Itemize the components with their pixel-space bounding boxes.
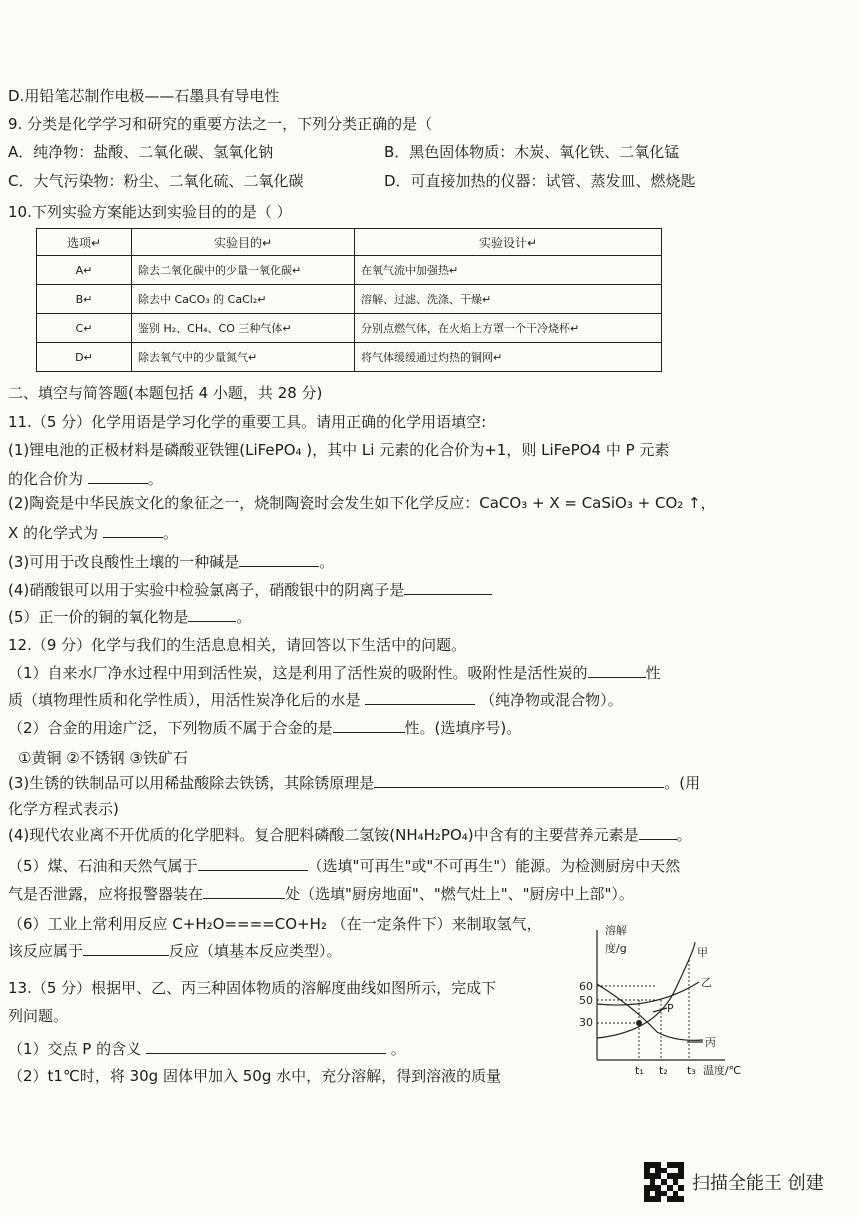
- q12-part4: (4)现代农业离不开优质的化学肥料。复合肥料磷酸二氢铵(NH₄H₂PO₄)中含有的主要营养元素是 。: [8, 826, 692, 844]
- x-tick-label: t₂: [659, 1064, 668, 1077]
- answer-blank[interactable]: [239, 552, 319, 567]
- answer-blank[interactable]: [188, 607, 236, 622]
- experiment-table: [36, 228, 662, 372]
- watermark-text: 扫描全能王 创建: [692, 1173, 824, 1194]
- q12-part5-line2: 气是否泄露，应将报警器装在 处（选填"厨房地面"、"燃气灶上"、"厨房中上部"）。: [8, 885, 634, 903]
- q9-option-c: C．大气污染物：粉尘、二氧化硫、二氧化碳: [8, 172, 304, 190]
- answer-blank[interactable]: [103, 523, 163, 538]
- table-row: [37, 285, 662, 314]
- chart-ylabel-line1: 溶解: [605, 924, 627, 937]
- option-d-previous: D.用铅笔芯制作电极——石墨具有导电性: [8, 87, 280, 105]
- table-cell: C↵: [37, 314, 132, 343]
- qr-code-icon: [644, 1162, 684, 1202]
- table-cell: 除去二氧化碳中的少量一氧化碳↵: [132, 256, 355, 285]
- chart-xlabel: 温度/℃: [703, 1064, 742, 1077]
- q11-part2-line2: X 的化学式为 。: [8, 524, 178, 542]
- question-10: 10.下列实验方案能达到实验目的的是（ ）: [8, 203, 292, 221]
- table-header-design: 实验设计↵: [355, 229, 662, 256]
- table-header-option: 选项↵: [37, 229, 132, 256]
- q9-option-b: B．黑色固体物质：木炭、氧化铁、二氧化锰: [384, 143, 680, 161]
- q11-part5: (5）正一价的铜的氧化物是 。: [8, 608, 252, 626]
- question-12: 12.（9 分）化学与我们的生活息息相关，请回答以下生活中的问题。: [8, 636, 467, 654]
- table-row: [37, 256, 662, 285]
- table-row: [37, 343, 662, 372]
- table-cell: 在氧气流中加强热↵: [355, 256, 662, 285]
- table-header-purpose: 实验目的↵: [132, 229, 355, 256]
- series-label-yi: 乙: [701, 976, 712, 989]
- scanner-watermark: [644, 1162, 824, 1202]
- table-cell: A↵: [37, 256, 132, 285]
- q12-part5-line1: （5）煤、石油和天然气属于 （选填"可再生"或"不可再生"）能源。为检测厨房中天然: [8, 857, 681, 875]
- table-cell: 除去中 CaCO₃ 的 CaCl₂↵: [132, 285, 355, 314]
- intersection-point-p: [636, 1020, 642, 1026]
- series-label-bing: 丙: [705, 1036, 716, 1049]
- table-cell: 除去氧气中的少量氮气↵: [132, 343, 355, 372]
- answer-blank[interactable]: [146, 1039, 386, 1054]
- table-header-row: [37, 229, 662, 256]
- solubility-chart: [575, 920, 765, 1080]
- question-11: 11.（5 分）化学用语是学习化学的重要工具。请用正确的化学用语填空:: [8, 413, 487, 431]
- answer-blank[interactable]: [404, 580, 492, 595]
- y-tick-label: 30: [579, 1016, 593, 1029]
- q12-part6-line2: 该反应属于 反应（填基本反应类型）。: [8, 942, 342, 960]
- answer-blank[interactable]: [374, 773, 664, 788]
- answer-blank[interactable]: [588, 663, 646, 678]
- table-cell: 将气体缓缓通过灼热的铜网↵: [355, 343, 662, 372]
- series-label-jia: 甲: [697, 946, 708, 959]
- answer-blank[interactable]: [203, 884, 285, 899]
- answer-blank[interactable]: [639, 825, 677, 840]
- answer-blank[interactable]: [198, 856, 308, 871]
- q12-part2: （2）合金的用途广泛，下列物质不属于合金的是 性。(选填序号)。: [8, 719, 522, 737]
- table-cell: 分别点燃气体，在火焰上方罩一个干冷烧杯↵: [355, 314, 662, 343]
- q12-part1-line1: （1）自来水厂净水过程中用到活性炭，这是利用了活性炭的吸附性。吸附性是活性炭的 性: [8, 664, 661, 682]
- y-tick-label: 60: [579, 980, 593, 993]
- x-tick-label: t₃: [687, 1064, 696, 1077]
- table-row: [37, 314, 662, 343]
- q11-part1-line1: (1)锂电池的正极材料是磷酸亚铁锂(LiFePO₄ )，其中 Li 元素的化合价为+1，则 LiFePO4 中 P 元素: [8, 441, 670, 459]
- q12-part3-line2: 化学方程式表示): [8, 800, 119, 818]
- x-tick-label: t₁: [635, 1064, 644, 1077]
- q11-part2-line1: (2)陶瓷是中华民族文化的象征之一，烧制陶瓷时会发生如下化学反应：CaCO₃ + X = CaSiO₃ + CO₂ ↑，: [8, 494, 716, 512]
- curve-bing: [597, 984, 703, 1040]
- curve-jia: [597, 942, 695, 1038]
- q9-option-d: D．可直接加热的仪器：试管、蒸发皿、燃烧匙: [384, 172, 696, 190]
- answer-blank[interactable]: [333, 718, 405, 733]
- point-p-label: P: [667, 1002, 674, 1015]
- answer-blank[interactable]: [88, 469, 148, 484]
- q9-option-a: A．纯净物：盐酸、二氧化碳、氢氧化钠: [8, 143, 274, 161]
- chart-ylabel-line2: 度/g: [605, 942, 627, 955]
- table-cell: 鉴别 H₂、CH₄、CO 三种气体↵: [132, 314, 355, 343]
- q12-part1-line2: 质（填物理性质和化学性质），用活性炭净化后的水是 （纯净物或混合物）。: [8, 691, 623, 709]
- q12-part6-line1: （6）工业上常利用反应 C+H₂O====CO+H₂ （在一定条件下）来制取氢气，: [8, 915, 542, 933]
- table-cell: D↵: [37, 343, 132, 372]
- table-cell: 溶解、过滤、洗涤、干燥↵: [355, 285, 662, 314]
- q11-part4: (4)硝酸银可以用于实验中检验氯离子，硝酸银中的阴离子是: [8, 580, 492, 600]
- q13-part1: （1）交点 P 的含义 。: [8, 1040, 406, 1058]
- y-tick-label: 50: [579, 994, 593, 1007]
- answer-blank[interactable]: [83, 941, 169, 956]
- q13-part2: （2）t1℃时，将 30g 固体甲加入 50g 水中，充分溶解，得到溶液的质量: [8, 1067, 502, 1085]
- q12-part3-line1: (3)生锈的铁制品可以用稀盐酸除去铁锈，其除锈原理是 。(用: [8, 774, 701, 792]
- q11-part3: (3)可用于改良酸性土壤的一种碱是 。: [8, 553, 335, 571]
- question-9: 9. 分类是化学学习和研究的重要方法之一，下列分类正确的是（: [8, 115, 433, 133]
- q11-part1-line2: 的化合价为 。: [8, 470, 163, 488]
- section-2-heading: 二、填空与简答题(本题包括 4 小题，共 28 分): [8, 384, 323, 402]
- question-13-line2: 列问题。: [8, 1007, 69, 1025]
- q12-part2-options: ①黄铜 ②不锈钢 ③铁矿石: [18, 749, 188, 767]
- question-13-line1: 13.（5 分）根据甲、乙、丙三种固体物质的溶解度曲线如图所示，完成下: [8, 979, 497, 997]
- table-cell: B↵: [37, 285, 132, 314]
- answer-blank[interactable]: [365, 690, 475, 705]
